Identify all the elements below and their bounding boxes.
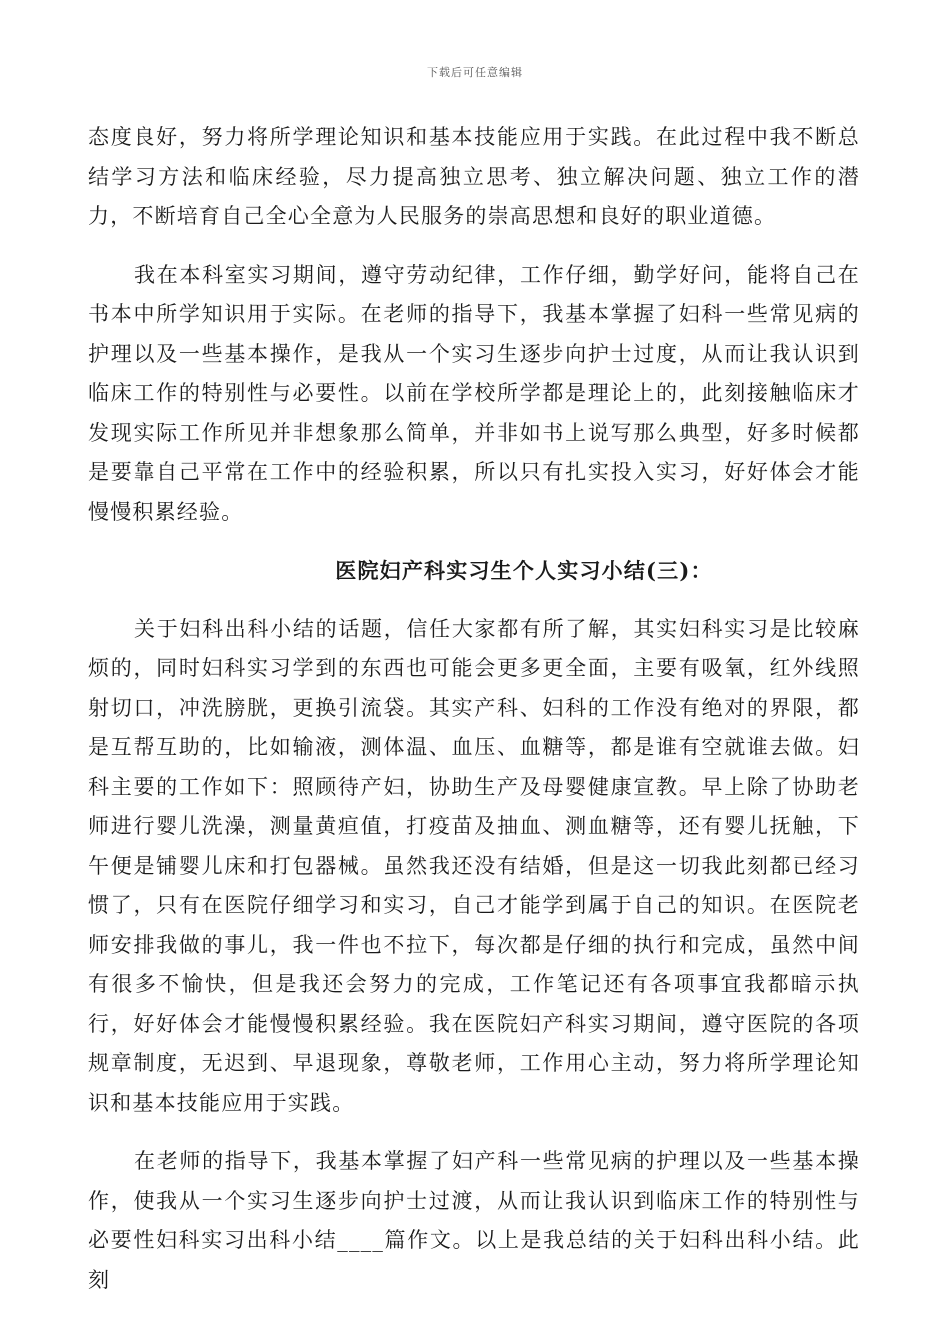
paragraph-1: 态度良好，努力将所学理论知识和基本技能应用于实践。在此过程中我不断总结学习方法和临床经验，尽力提高独立思考、独立解决问题、独立工作的潜力，不断培育自己全心全意为人民服务的崇高思想和良好的职业道德。 [88,125,860,228]
document-body [88,118,860,1300]
paragraph-2: 我在本科室实习期间，遵守劳动纪律，工作仔细，勤学好问，能将自己在书本中所学知识用于实际。在老师的指导下，我基本掌握了妇科一些常见病的护理以及一些基本操作，是我从一个实习生逐步向护士过度，从而让我认识到临床工作的特别性与必要性。以前在学校所学都是理论上的，此刻接触临床才发现实际工作所见并非想象那么简单，并非如书上说写那么典型，好多时候都是要靠自己平常在工作中的经验积累，所以只有扎实投入实习，好好体会才能慢慢积累经验。 [88,262,860,524]
section-heading: 医院妇产科实习生个人实习小结(三)： [335,558,713,583]
paragraph-spacer [88,237,860,256]
paragraph-3: 关于妇科出科小结的话题，信任大家都有所了解，其实妇科实习是比较麻烦的，同时妇科实习学到的东西也可能会更多更全面，主要有吸氧，红外线照射切口，冲洗膀胱，更换引流袋。其实产科、妇科的工作没有绝对的界限，都是互帮互助的，比如输液，测体温、血压、血糖等，都是谁有空就谁去做。妇科主要的工作如下：照顾待产妇，协助生产及母婴健康宣教。早上除了协助老师进行婴儿洗澡，测量黄疸值，打疫苗及抽血、测血糖等，还有婴儿抚触，下午便是铺婴儿床和打包器械。虽然我还没有结婚，但是这一切我此刻都已经习惯了，只有在医院仔细学习和实习，自己才能学到属于自己的知识。在医院老师安排我做的事儿，我一件也不拉下，每次都是仔细的执行和完成，虽然中间有很多不愉快，但是我还会努力的完成，工作笔记还有各项事宜我都暗示执行，好好体会才能慢慢积累经验。我在医院妇产科实习期间，遵守医院的各项规章制度，无迟到、早退现象，尊敬老师，工作用心主动，努力将所学理论知识和基本技能应用于实践。 [88,616,860,1115]
paragraph-4: 在老师的指导下，我基本掌握了妇产科一些常见病的护理以及一些基本操作，使我从一个实习生逐步向护士过渡，从而让我认识到临床工作的特别性与必要性妇科实习出科小结____篇作文。以上是我总结的关于妇科出科小结。此刻 [88,1149,860,1292]
paragraph-spacer [88,532,860,551]
page-header: 下载后可任意编辑 [427,66,523,79]
paragraph-spacer [88,591,860,610]
paragraph-spacer [88,1123,860,1142]
